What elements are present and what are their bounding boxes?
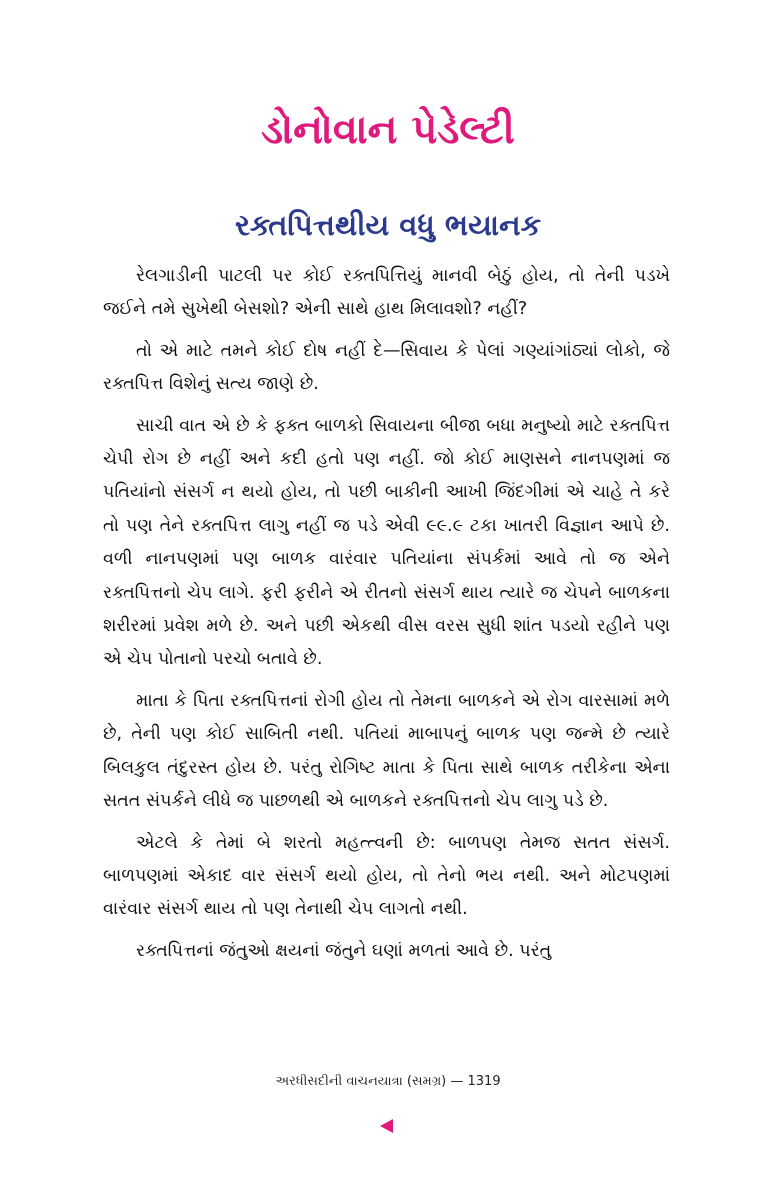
page-footer: અરધીસદીની વાચનયાત્રા (સમગ્ર) — 1319: [275, 1074, 501, 1089]
author-name: ડોનોવાન પેડેલ્ટી: [261, 107, 515, 153]
paragraph-6: રક્તપિત્તનાં જંતુઓ ક્ષયનાં જંતુને ઘણાં મળતાં આવે છે. પરંતુ: [136, 940, 552, 961]
paragraph-1: રેલગાડીની પાટલી પર કોઈ રક્તપિત્તિયું માનવી બેઠું હોય, તો તેની પડખે જઈને તમે સુખેથી બેસશો? એની સાથે હાથ મિલાવશો? નહીં?: [103, 266, 670, 320]
article-title: રક્તપિત્તથીય વધુ ભયાનક: [234, 208, 542, 242]
previous-page-arrow-icon[interactable]: [380, 1119, 393, 1133]
paragraph-2: તો એ માટે તમને કોઈ દોષ નહીં દે—સિવાય કે પેલાં ગણ્યાંગાંઠ્યાં લોકો, જે રક્તપિત્ત વિશેનું સત્ય જાણે છે.: [103, 340, 670, 395]
paragraph-3: સાચી વાત એ છે કે ફક્ત બાળકો સિવાયના બીજા બધા મનુષ્યો માટે રક્તપિત્ત ચેપી રોગ છે નહીં અને કદી હતો પણ નહીં. જો કોઈ માણસને નાનપણમાં જ પતિયાંનો સંસર્ગ ન થયો હોય, તો પછી બાકીની આખી જિંદગીમાં એ ચાહે તે કરે તો પણ તેને રક્તપિત્ત લાગુ નહીં જ પડે એવી ૯૯.૯ ટકા ખાતરી વિજ્ઞાન આપે છે. વળી નાનપણમાં પણ બાળક વારંવાર પતિયાંના સંપર્કમાં આવે તો જ એને રક્તપિત્તનો ચેપ લાગે. ફરી ફરીને એ રીતનો સંસર્ગ થાય ત્યારે જ ચેપને બાળકના શરીરમાં પ્રવેશ મળે છે. અને પછી એકથી વીસ વરસ સુધી શાંત પડયો રહીને પણ એ ચેપ પોતાનો પરચો બતાવે છે.: [103, 415, 670, 670]
article-body: [103, 260, 670, 976]
paragraph-4: માતા કે પિતા રક્તપિત્તનાં રોગી હોય તો તેમના બાળકને એ રોગ વારસામાં મળે છે, તેની પણ કોઈ સાબિતી નથી. પતિયાં માબાપનું બાળક પણ જન્મે છે ત્યારે બિલકુલ તંદુરસ્ત હોય છે. પરંતુ રોગિષ્ટ માતા કે પિતા સાથે બાળક તરીકેના એના સતત સંપર્કને લીધે જ પાછળથી એ બાળકને રક્તપિત્તનો ચેપ લાગુ પડે છે.: [103, 690, 670, 812]
paragraph-5: એટલે કે તેમાં બે શરતો મહત્ત્વની છે: બાળપણ તેમજ સતત સંસર્ગ. બાળપણમાં એકાદ વાર સંસર્ગ થયો હોય, તો તેનો ભય નથી. અને મોટપણમાં વારંવાર સંસર્ગ થાય તો પણ તેનાથી ચેપ લાગતો નથી.: [103, 832, 670, 920]
